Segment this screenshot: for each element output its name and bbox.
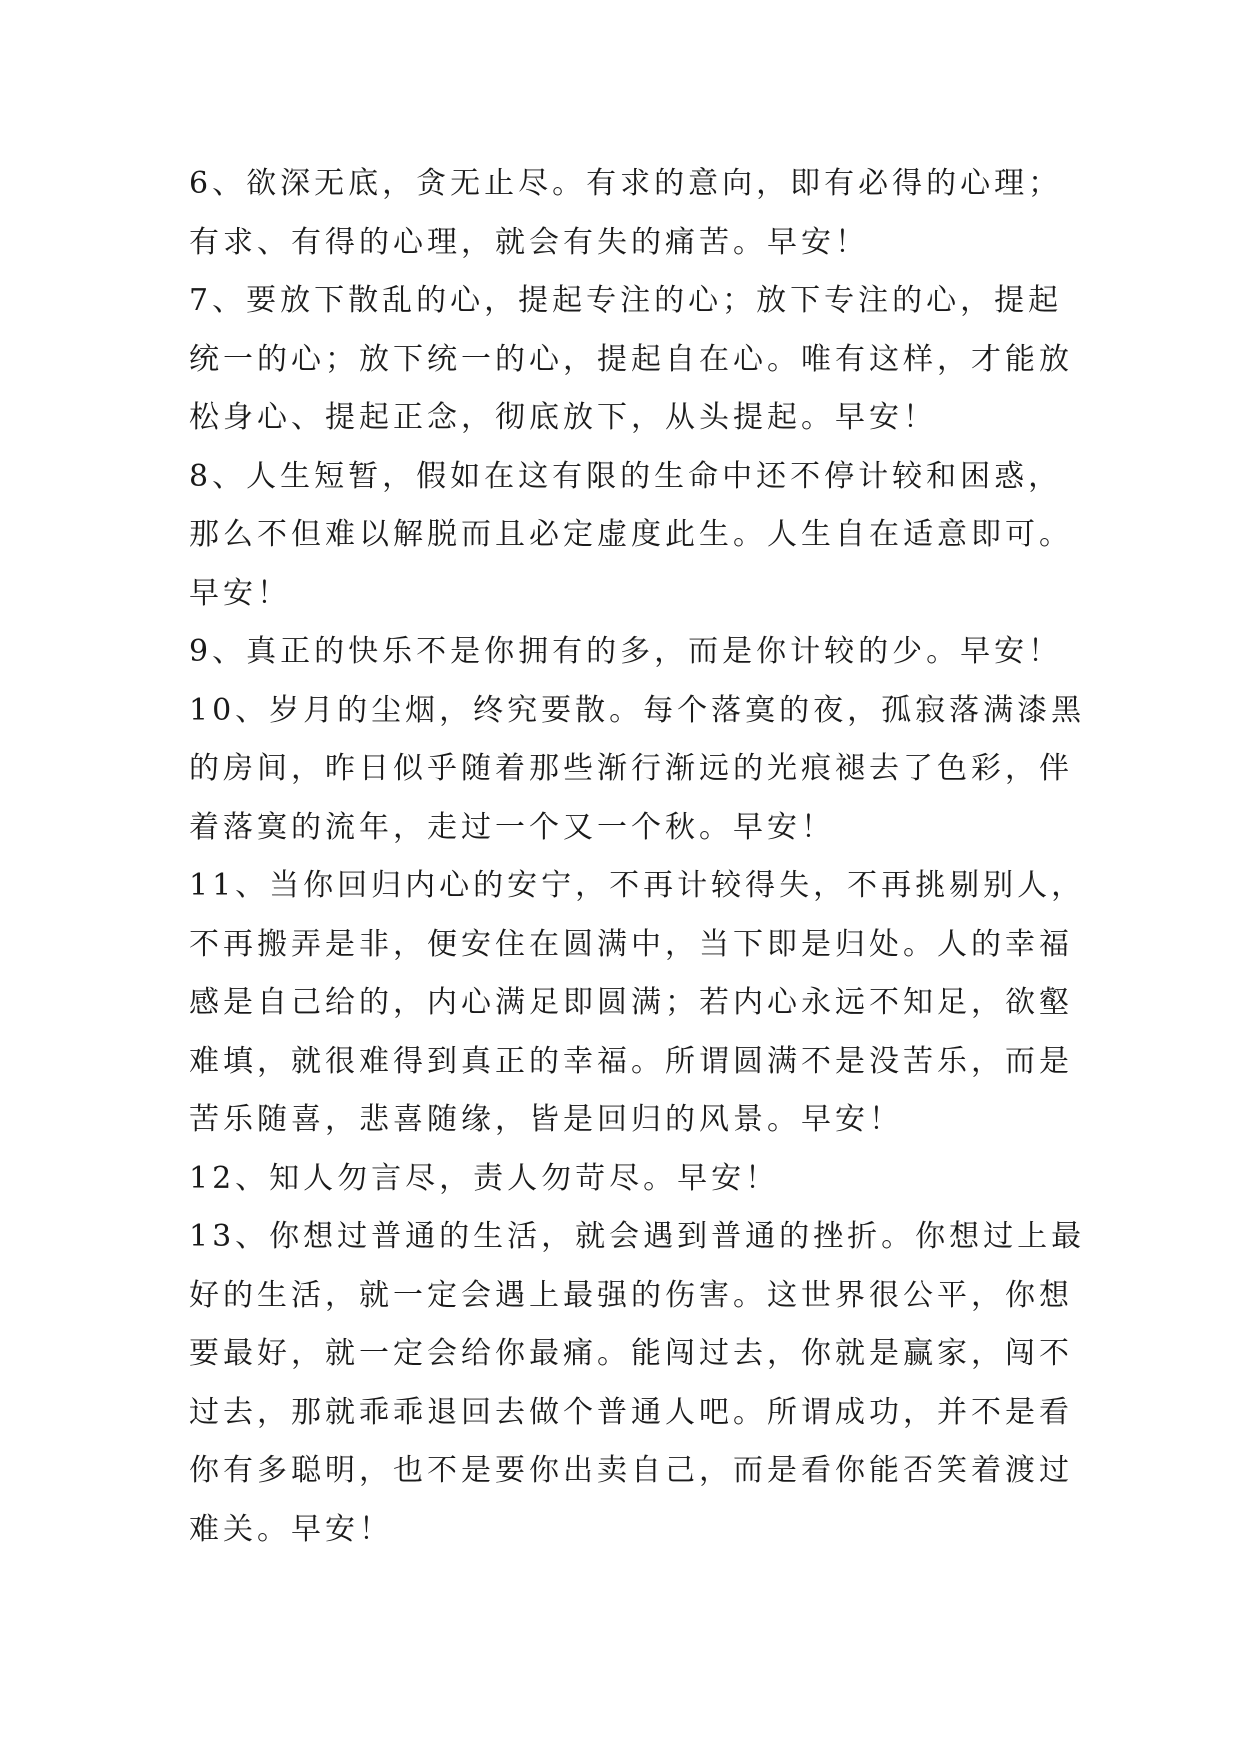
text-line: 过去，那就乖乖退回去做个普通人吧。所谓成功，并不是看 (189, 1394, 1073, 1430)
text-line: 那么不但难以解脱而且必定虚度此生。人生自在适意即可。 (189, 517, 1073, 552)
text-line: 10、岁月的尘烟，终究要散。每个落寞的夜，孤寂落满漆黑 (189, 692, 1086, 728)
text-line: 9、真正的快乐不是你拥有的多，而是你计较的少。早安！ (189, 634, 1063, 669)
text-line: 要最好，就一定会给你最痛。能闯过去，你就是赢家，闯不 (189, 1336, 1073, 1371)
text-line: 11、当你回归内心的安宁，不再计较得失，不再挑剔别人， (189, 868, 1086, 903)
text-line: 6、欲深无底，贪无止尽。有求的意向，即有必得的心理； (189, 166, 1063, 201)
text-line: 不再搬弄是非，便安住在圆满中，当下即是归处。人的幸福 (189, 926, 1073, 962)
text-line: 早安！ (189, 575, 291, 611)
text-line: 12、知人勿言尽，责人勿苛尽。早安！ (189, 1160, 780, 1196)
text-line: 着落寞的流年，走过一个又一个秋。早安！ (189, 809, 835, 845)
text-line: 13、你想过普通的生活，就会遇到普通的挫折。你想过上最 (189, 1219, 1086, 1254)
text-line: 好的生活，就一定会遇上最强的伤害。这世界很公平，你想 (189, 1277, 1073, 1313)
text-line: 苦乐随喜，悲喜随缘，皆是回归的风景。早安！ (189, 1102, 903, 1137)
text-line: 感是自己给的，内心满足即圆满；若内心永远不知足，欲壑 (189, 985, 1073, 1020)
text-line: 难填，就很难得到真正的幸福。所谓圆满不是没苦乐，而是 (189, 1043, 1073, 1079)
text-line: 的房间，昨日似乎随着那些渐行渐远的光痕褪去了色彩，伴 (189, 751, 1073, 786)
text-line: 松身心、提起正念，彻底放下，从头提起。早安！ (189, 400, 937, 435)
text-line: 有求、有得的心理，就会有失的痛苦。早安！ (189, 224, 869, 260)
text-line: 难关。早安！ (189, 1511, 393, 1547)
text-line: 7、要放下散乱的心，提起专注的心；放下专注的心，提起 (189, 283, 1063, 318)
text-line: 你有多聪明，也不是要你出卖自己，而是看你能否笑着渡过 (189, 1453, 1073, 1488)
document-body (189, 155, 1086, 1559)
text-line: 8、人生短暂，假如在这有限的生命中还不停计较和困惑， (189, 458, 1063, 494)
text-line: 统一的心；放下统一的心，提起自在心。唯有这样，才能放 (189, 341, 1073, 377)
